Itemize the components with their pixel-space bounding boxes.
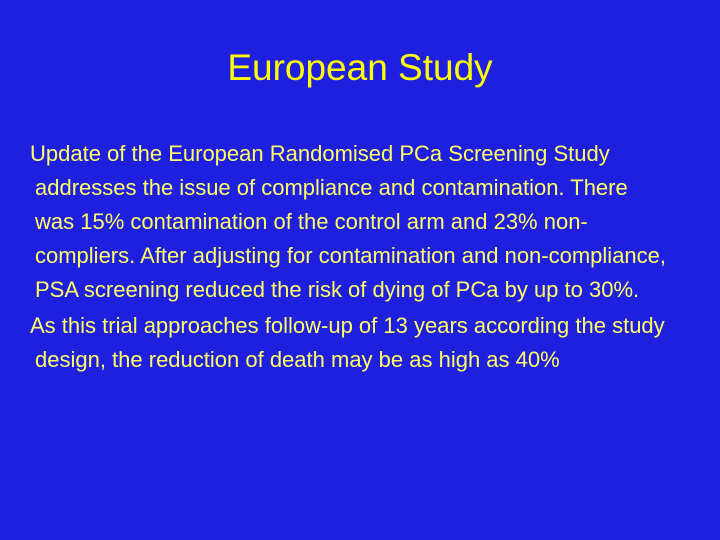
slide-title: European Study: [227, 47, 493, 88]
slide-body: [30, 137, 670, 377]
paragraph-update: Update of the European Randomised PCa Screening Study addresses the issue of compliance and contamination. There was 15% contamination of the control arm and 23% non-compliers. After adjusting for contamination and non-compliance, PSA screening reduced the risk of dying of PCa by up to 30%.: [30, 141, 667, 302]
paragraph-follow-up: As this trial approaches follow-up of 13 years according the study design, the reduction of death may be as high as 40%: [30, 313, 665, 372]
